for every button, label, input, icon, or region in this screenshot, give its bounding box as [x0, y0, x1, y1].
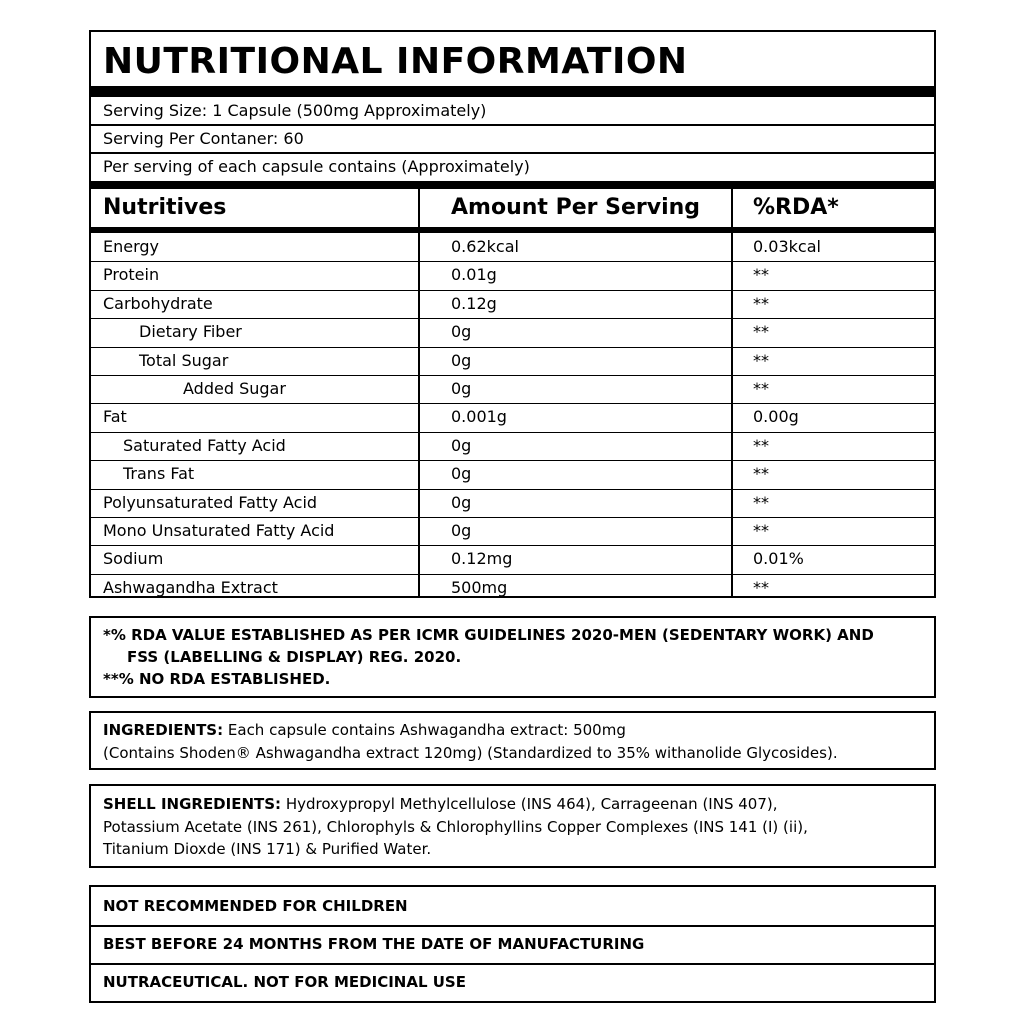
shell-ingredients-line: Potassium Acetate (INS 261), Chlorophyls & Chlorophyllins Copper Complexes (INS 141 (I) (ii),	[103, 818, 808, 836]
nutrient-amount: 0.12mg	[451, 549, 513, 569]
nutrient-amount: 0g	[451, 350, 472, 370]
panel-title: NUTRITIONAL INFORMATION	[103, 41, 688, 82]
header-rda: %RDA*	[753, 195, 839, 220]
nutrient-amount: 0g	[451, 322, 472, 342]
nutrient-amount: 0.01g	[451, 265, 497, 285]
nutrient-name: Mono Unsaturated Fatty Acid	[103, 521, 335, 540]
nutrient-name: Total Sugar	[139, 350, 229, 370]
nutrient-amount: 0.001g	[451, 407, 507, 427]
title-divider	[91, 86, 934, 97]
nutrient-rda: **	[753, 322, 769, 342]
rda-note-line: **% NO RDA ESTABLISHED.	[103, 670, 331, 688]
shell-ingredients-text: Hydroxypropyl Methylcellulose (INS 464), Carrageenan (INS 407),	[281, 795, 778, 813]
nutrient-rda: **	[753, 265, 769, 285]
nutrient-amount: 0g	[451, 464, 472, 484]
nutrient-name: Carbohydrate	[103, 293, 213, 313]
nutrient-rda: **	[753, 577, 769, 597]
nutrient-name: Sodium	[103, 549, 164, 569]
row-divider	[91, 460, 934, 461]
nutrient-rda: 0.00g	[753, 407, 799, 427]
nutrient-name: Saturated Fatty Acid	[123, 435, 286, 455]
nutrient-rda: **	[753, 350, 769, 370]
ingredients-line: (Contains Shoden® Ashwagandha extract 120mg) (Standardized to 35% withanolide Glycosides).	[103, 744, 838, 762]
row-divider	[91, 261, 934, 262]
nutrient-rda: **	[753, 521, 769, 540]
ingredients-line	[103, 719, 626, 741]
nutrient-amount: 0g	[451, 435, 472, 455]
nutrient-name: Ashwagandha Extract	[103, 577, 278, 597]
nutrient-name: Dietary Fiber	[139, 322, 242, 342]
shell-ingredients-line	[103, 793, 777, 815]
nutrient-rda: 0.03kcal	[753, 237, 821, 256]
header-amount: Amount Per Serving	[451, 195, 701, 220]
row-divider	[91, 403, 934, 404]
nutrient-amount: 0.62kcal	[451, 237, 519, 256]
serving-size: Serving Size: 1 Capsule (500mg Approximately)	[103, 101, 487, 120]
column-divider	[418, 189, 420, 596]
divider	[91, 925, 934, 927]
header-nutritives: Nutritives	[103, 195, 227, 220]
nutrient-name: Energy	[103, 237, 160, 256]
ingredients-label: INGREDIENTS:	[103, 721, 224, 739]
nutrient-rda: **	[753, 435, 769, 455]
row-divider	[91, 290, 934, 291]
shell-ingredients-line: Titanium Dioxde (INS 171) & Purified Water.	[103, 840, 432, 858]
nutrient-amount: 500mg	[451, 577, 508, 597]
column-divider	[731, 189, 733, 596]
nutrient-name: Protein	[103, 265, 160, 285]
rda-note-line: FSS (LABELLING & DISPLAY) REG. 2020.	[127, 648, 462, 666]
nutrient-rda: **	[753, 379, 769, 398]
divider	[91, 963, 934, 965]
nutrient-amount: 0g	[451, 492, 472, 512]
shell-ingredients-box	[89, 784, 936, 868]
nutrient-amount: 0.12g	[451, 293, 497, 313]
nutrient-rda: **	[753, 492, 769, 512]
nutrient-name: Polyunsaturated Fatty Acid	[103, 492, 318, 512]
shell-ingredients-label: SHELL INGREDIENTS:	[103, 795, 282, 813]
nutrient-amount: 0g	[451, 379, 472, 398]
rda-note-line: *% RDA VALUE ESTABLISHED AS PER ICMR GUIDELINES 2020-MEN (SEDENTARY WORK) AND	[103, 626, 874, 644]
row-divider	[91, 545, 934, 546]
nutrient-amount: 0g	[451, 521, 472, 540]
per-serving-note: Per serving of each capsule contains (Approximately)	[103, 157, 530, 176]
nutrient-rda: **	[753, 464, 769, 484]
nutrient-rda: **	[753, 293, 769, 313]
ingredients-box	[89, 711, 936, 770]
header-divider	[91, 181, 934, 189]
notice-best-before: BEST BEFORE 24 MONTHS FROM THE DATE OF MANUFACTURING	[103, 935, 645, 953]
notice-nutraceutical: NUTRACEUTICAL. NOT FOR MEDICINAL USE	[103, 973, 466, 991]
nutrition-facts-panel	[89, 30, 936, 598]
nutrient-name: Added Sugar	[183, 379, 286, 398]
nutrient-name: Trans Fat	[123, 464, 195, 484]
rda-note-box	[89, 616, 936, 698]
servings-per-container: Serving Per Contaner: 60	[103, 129, 304, 148]
nutrient-name: Fat	[103, 407, 127, 427]
notices-box	[89, 885, 936, 1003]
ingredients-text: Each capsule contains Ashwagandha extract: 500mg	[223, 721, 626, 739]
nutrient-rda: 0.01%	[753, 549, 804, 569]
notice-children: NOT RECOMMENDED FOR CHILDREN	[103, 897, 408, 915]
